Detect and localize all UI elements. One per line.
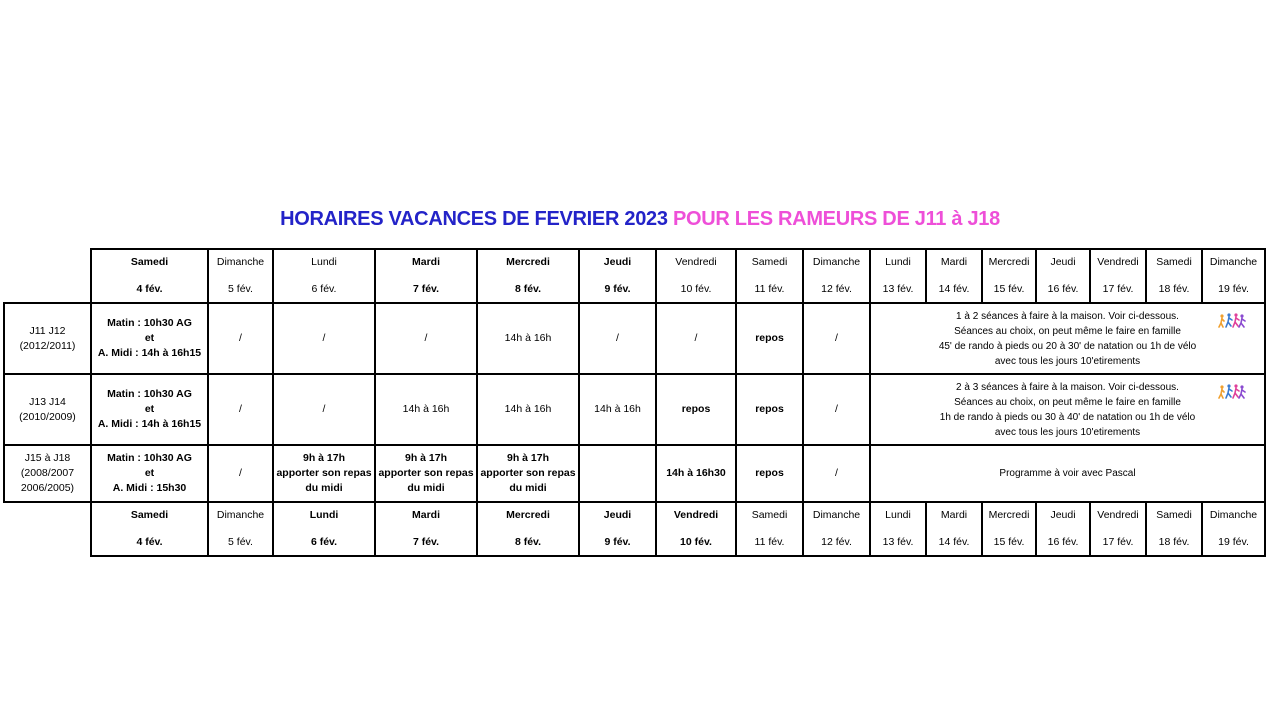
group-row bbox=[4, 374, 1265, 445]
day-header bbox=[208, 502, 273, 556]
group-label bbox=[4, 445, 91, 502]
title-part-pink: POUR LES RAMEURS DE J11 à J18 bbox=[672, 208, 1000, 230]
cell-line: / bbox=[239, 403, 242, 415]
cell-line: du midi bbox=[305, 482, 343, 494]
day-date: 7 fév. bbox=[412, 536, 440, 548]
group-label bbox=[4, 303, 91, 374]
day-date: 15 fév. bbox=[993, 283, 1025, 295]
cell-line: 14h à 16h bbox=[594, 403, 641, 415]
schedule-cell bbox=[736, 303, 803, 374]
cell-line: du midi bbox=[407, 482, 445, 494]
day-date: 8 fév. bbox=[514, 536, 542, 548]
schedule-cell bbox=[273, 374, 375, 445]
cell-line: / bbox=[424, 332, 428, 344]
cell-line: 14h à 16h bbox=[504, 332, 552, 344]
cell-line: 9h à 17h bbox=[404, 452, 448, 464]
day-date: 18 fév. bbox=[1158, 283, 1190, 295]
cell-line: / bbox=[835, 403, 838, 415]
day-name: Samedi bbox=[751, 509, 788, 521]
day-header bbox=[982, 502, 1036, 556]
schedule-cell bbox=[803, 374, 870, 445]
cell-line: / bbox=[322, 403, 326, 415]
group-row bbox=[4, 445, 1265, 502]
cell-line: Matin : 10h30 AG bbox=[107, 317, 192, 329]
day-name: Dimanche bbox=[1209, 509, 1258, 521]
day-header bbox=[803, 502, 870, 556]
cell-line: J15 à J18 bbox=[24, 452, 71, 464]
group-label bbox=[4, 374, 91, 445]
day-name: Jeudi bbox=[603, 509, 632, 521]
day-header bbox=[736, 249, 803, 303]
day-name: Lundi bbox=[311, 256, 337, 268]
day-name: Mercredi bbox=[506, 509, 550, 521]
day-header bbox=[477, 502, 579, 556]
cell-line: / bbox=[239, 467, 242, 479]
cell-line: apporter son repas bbox=[378, 467, 474, 479]
cell-line: repos bbox=[755, 467, 784, 479]
day-header bbox=[1090, 502, 1146, 556]
cell-line: repos bbox=[681, 403, 711, 415]
header-row bbox=[4, 249, 1265, 303]
note-line: Programme à voir avec Pascal bbox=[999, 468, 1136, 479]
cell-line: / bbox=[616, 332, 619, 344]
group-row bbox=[4, 303, 1265, 374]
day-date: 5 fév. bbox=[228, 536, 253, 548]
day-name: Mercredi bbox=[988, 256, 1030, 268]
cell-line: repos bbox=[755, 332, 784, 344]
day-header bbox=[273, 502, 375, 556]
schedule-cell bbox=[375, 445, 477, 502]
day-header bbox=[91, 249, 208, 303]
day-name: Dimanche bbox=[812, 509, 861, 521]
cell-line: A. Midi : 14h à 16h15 bbox=[97, 418, 202, 430]
cell-line: J11 J12 bbox=[29, 324, 66, 337]
day-date: 13 fév. bbox=[882, 536, 914, 548]
day-header bbox=[1146, 249, 1202, 303]
note-line: 1 à 2 séances à faire à la maison. Voir ci-dessous. bbox=[956, 310, 1179, 322]
day-name: Samedi bbox=[130, 509, 169, 521]
day-header bbox=[208, 249, 273, 303]
day-header bbox=[656, 502, 736, 556]
day-date: 4 fév. bbox=[136, 283, 163, 295]
day-header bbox=[1036, 502, 1090, 556]
cell-line: et bbox=[144, 332, 155, 344]
note-line: 2 à 3 séances à faire à la maison. Voir ci-dessous. bbox=[956, 381, 1179, 393]
day-name: Samedi bbox=[1156, 509, 1192, 521]
cell-line: A. Midi : 15h30 bbox=[112, 482, 187, 494]
day-date: 5 fév. bbox=[228, 283, 253, 295]
day-name: Lundi bbox=[885, 256, 911, 268]
day-header bbox=[982, 249, 1036, 303]
day-header bbox=[375, 249, 477, 303]
day-date: 19 fév. bbox=[1218, 283, 1249, 295]
day-name: Vendredi bbox=[673, 509, 719, 521]
schedule-cell bbox=[91, 303, 208, 374]
schedule-cell bbox=[208, 445, 273, 502]
cell-line: Matin : 10h30 AG bbox=[107, 452, 192, 464]
cell-line: / bbox=[694, 332, 698, 344]
cell-line: J13 J14 bbox=[29, 395, 66, 408]
day-date: 8 fév. bbox=[514, 283, 542, 295]
note-line: Séances au choix, on peut même le faire en famille bbox=[954, 396, 1181, 408]
day-date: 14 fév. bbox=[938, 283, 970, 295]
day-date: 19 fév. bbox=[1218, 536, 1249, 548]
cell-line: apporter son repas bbox=[480, 467, 576, 479]
schedule-cell bbox=[656, 445, 736, 502]
day-header bbox=[870, 249, 926, 303]
day-date: 16 fév. bbox=[1047, 283, 1079, 295]
schedule-cell bbox=[208, 303, 273, 374]
footer-row bbox=[4, 502, 1265, 556]
cell-line: (2010/2009) bbox=[19, 410, 76, 423]
cell-line: (2008/2007 bbox=[20, 467, 75, 479]
cell-line: Matin : 10h30 AG bbox=[107, 388, 192, 400]
day-name: Dimanche bbox=[1209, 256, 1258, 268]
day-name: Vendredi bbox=[675, 256, 717, 268]
day-name: Mardi bbox=[411, 256, 440, 268]
day-header bbox=[579, 249, 656, 303]
cell-line: A. Midi : 14h à 16h15 bbox=[97, 347, 202, 359]
day-date: 7 fév. bbox=[412, 283, 440, 295]
note-line: avec tous les jours 10'etirements bbox=[994, 426, 1141, 438]
day-name: Lundi bbox=[885, 509, 911, 521]
schedule-cell bbox=[736, 374, 803, 445]
schedule-cell bbox=[579, 374, 656, 445]
day-name: Mardi bbox=[411, 509, 440, 521]
schedule-cell bbox=[273, 303, 375, 374]
runners-icon bbox=[1218, 383, 1246, 403]
day-date: 12 fév. bbox=[821, 536, 852, 548]
schedule-cell bbox=[656, 374, 736, 445]
corner-blank bbox=[4, 502, 91, 556]
cell-line: 9h à 17h bbox=[506, 452, 550, 464]
day-header bbox=[273, 249, 375, 303]
cell-line: / bbox=[239, 332, 242, 344]
day-date: 17 fév. bbox=[1102, 536, 1134, 548]
day-header bbox=[375, 502, 477, 556]
runners-icon bbox=[1218, 312, 1246, 332]
day-date: 15 fév. bbox=[993, 536, 1025, 548]
schedule-cell bbox=[477, 374, 579, 445]
page-title bbox=[0, 208, 1280, 231]
schedule-cell bbox=[375, 374, 477, 445]
day-date: 18 fév. bbox=[1158, 536, 1190, 548]
note-line: avec tous les jours 10'etirements bbox=[994, 355, 1141, 367]
cell-line: et bbox=[144, 403, 155, 415]
day-name: Mardi bbox=[940, 509, 968, 521]
day-name: Jeudi bbox=[1050, 509, 1076, 521]
day-name: Vendredi bbox=[1097, 256, 1139, 268]
day-header bbox=[1202, 249, 1265, 303]
day-date: 17 fév. bbox=[1102, 283, 1134, 295]
schedule-cell bbox=[477, 445, 579, 502]
day-date: 6 fév. bbox=[311, 283, 337, 295]
cell-line: repos bbox=[755, 403, 784, 415]
day-header bbox=[1036, 249, 1090, 303]
day-date: 13 fév. bbox=[882, 283, 914, 295]
day-date: 11 fév. bbox=[754, 283, 785, 295]
day-header bbox=[870, 502, 926, 556]
day-name: Dimanche bbox=[812, 256, 861, 268]
home-program-note bbox=[870, 445, 1265, 502]
schedule-cell bbox=[375, 303, 477, 374]
schedule-cell bbox=[803, 303, 870, 374]
schedule-cell bbox=[91, 374, 208, 445]
schedule-cell bbox=[803, 445, 870, 502]
cell-line: 14h à 16h30 bbox=[666, 467, 726, 479]
title-part-blue: HORAIRES VACANCES DE FEVRIER 2023 bbox=[280, 208, 668, 230]
day-name: Mercredi bbox=[988, 509, 1030, 521]
cell-line: / bbox=[322, 332, 326, 344]
cell-line: (2012/2011) bbox=[19, 339, 76, 352]
day-header bbox=[1202, 502, 1265, 556]
day-date: 9 fév. bbox=[604, 283, 631, 295]
schedule-cell bbox=[579, 303, 656, 374]
cell-line: 9h à 17h bbox=[302, 452, 346, 464]
day-name: Jeudi bbox=[1050, 256, 1076, 268]
day-date: 16 fév. bbox=[1047, 536, 1079, 548]
day-name: Samedi bbox=[1156, 256, 1192, 268]
day-date: 9 fév. bbox=[604, 536, 631, 548]
day-header bbox=[579, 502, 656, 556]
cell-line: apporter son repas bbox=[276, 467, 372, 479]
day-header bbox=[656, 249, 736, 303]
day-name: Jeudi bbox=[603, 256, 632, 268]
day-header bbox=[926, 502, 982, 556]
day-date: 10 fév. bbox=[680, 283, 712, 295]
day-date: 6 fév. bbox=[310, 536, 338, 548]
schedule-cell bbox=[579, 445, 656, 502]
cell-line: / bbox=[835, 332, 838, 344]
day-header bbox=[1146, 502, 1202, 556]
corner-blank bbox=[4, 249, 91, 303]
day-name: Vendredi bbox=[1097, 509, 1139, 521]
note-line: 45' de rando à pieds ou 20 à 30' de natation ou 1h de vélo bbox=[938, 340, 1197, 352]
schedule-cell bbox=[656, 303, 736, 374]
day-date: 12 fév. bbox=[821, 283, 852, 295]
cell-line: 2006/2005) bbox=[20, 482, 75, 494]
day-name: Dimanche bbox=[216, 256, 265, 268]
home-program-note bbox=[870, 303, 1265, 374]
schedule-cell bbox=[273, 445, 375, 502]
day-date: 4 fév. bbox=[136, 536, 163, 548]
day-name: Samedi bbox=[751, 256, 788, 268]
day-date: 14 fév. bbox=[938, 536, 970, 548]
day-name: Samedi bbox=[130, 256, 169, 268]
schedule-cell bbox=[208, 374, 273, 445]
cell-line: et bbox=[144, 467, 155, 479]
day-name: Mardi bbox=[940, 256, 968, 268]
note-line: 1h de rando à pieds ou 30 à 40' de natation ou 1h de vélo bbox=[939, 411, 1196, 423]
cell-line: 14h à 16h bbox=[504, 403, 552, 415]
day-date: 10 fév. bbox=[680, 536, 712, 548]
note-line: Séances au choix, on peut même le faire en famille bbox=[954, 325, 1181, 337]
schedule-cell bbox=[477, 303, 579, 374]
day-date: 11 fév. bbox=[754, 536, 785, 548]
day-name: Dimanche bbox=[216, 509, 265, 521]
day-name: Lundi bbox=[309, 509, 339, 521]
schedule-cell bbox=[91, 445, 208, 502]
cell-line: 14h à 16h bbox=[402, 403, 450, 415]
day-header bbox=[736, 502, 803, 556]
cell-line: / bbox=[835, 467, 838, 479]
day-header bbox=[803, 249, 870, 303]
day-header bbox=[1090, 249, 1146, 303]
schedule-cell bbox=[736, 445, 803, 502]
schedule-table bbox=[3, 248, 1266, 557]
day-header bbox=[91, 502, 208, 556]
cell-line: du midi bbox=[509, 482, 547, 494]
day-header bbox=[477, 249, 579, 303]
home-program-note bbox=[870, 374, 1265, 445]
day-header bbox=[926, 249, 982, 303]
day-name: Mercredi bbox=[506, 256, 550, 268]
